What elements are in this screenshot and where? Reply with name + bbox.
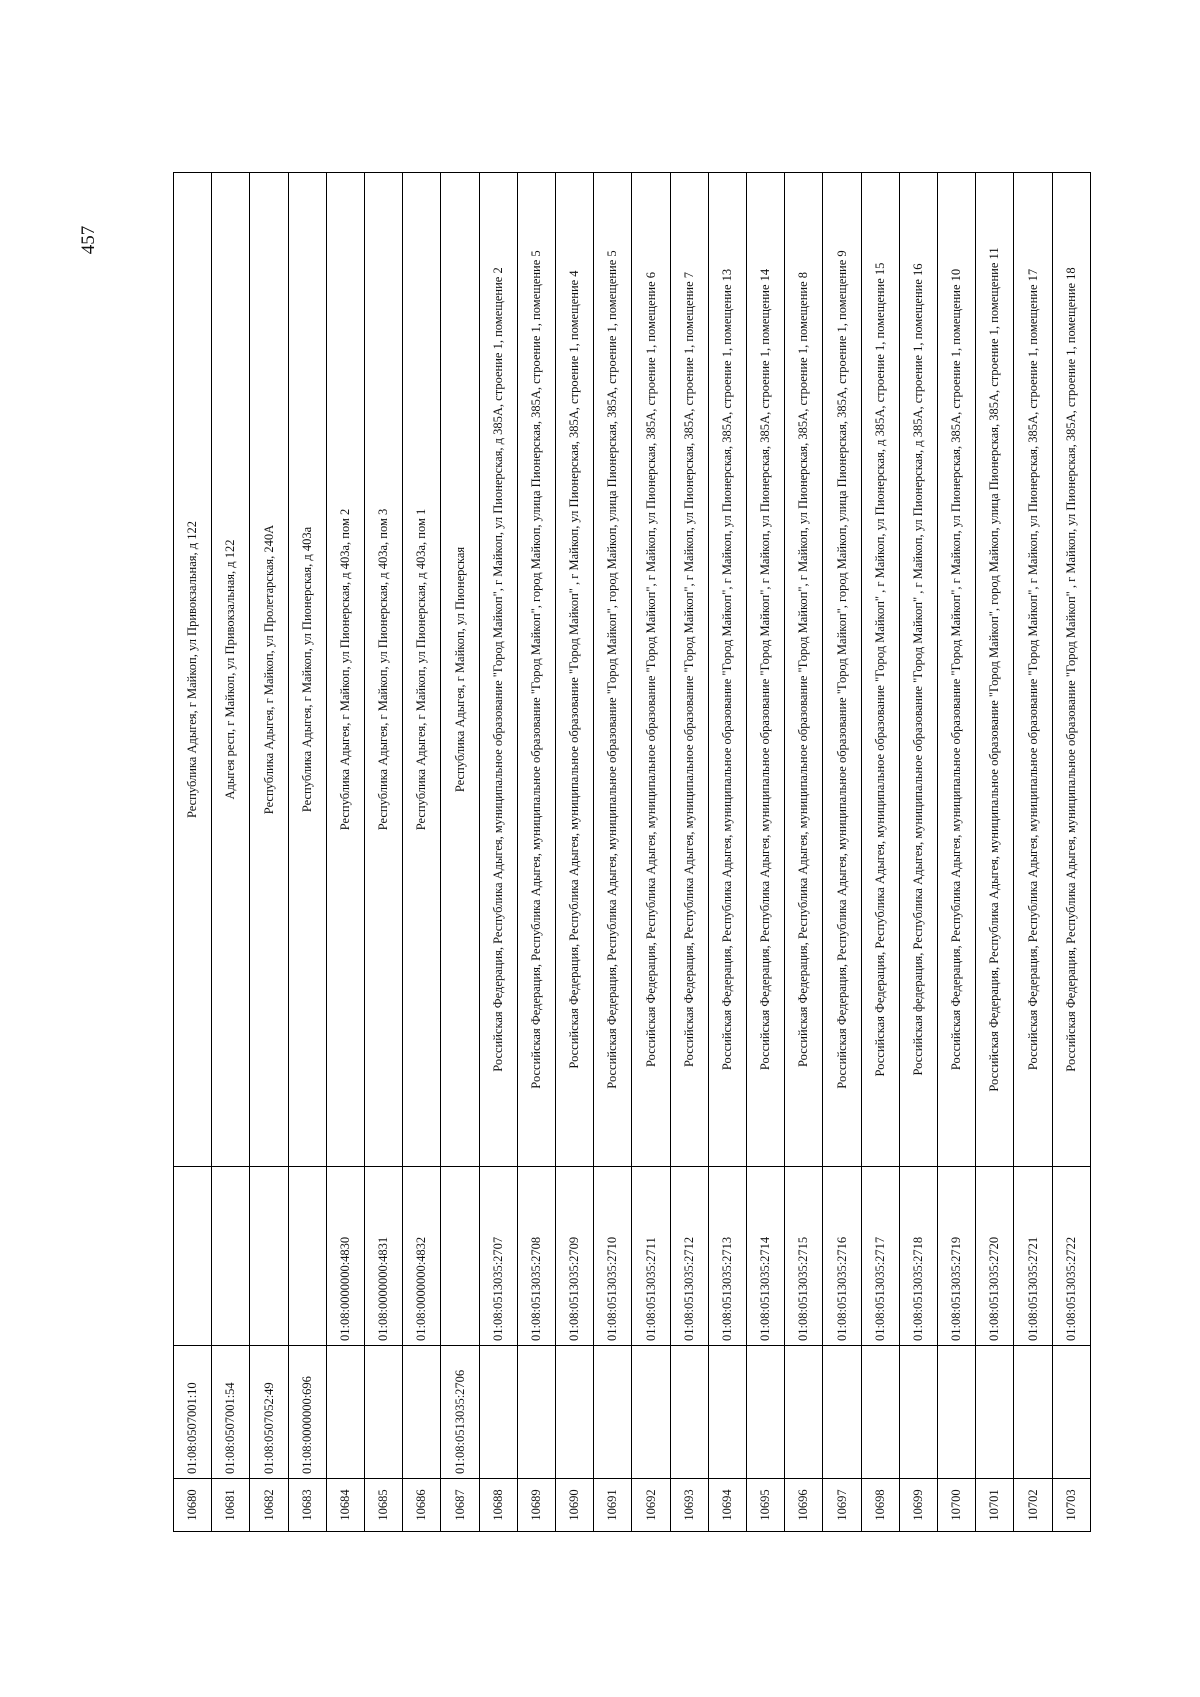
cadastral-number-primary: 01:08:0507001:54: [212, 1346, 250, 1479]
cadastral-number-secondary: [174, 1167, 212, 1346]
cadastral-number-primary: [899, 1346, 937, 1479]
address: Российская Федерация, Республика Адыгея, муниципальное образование "Город Майкоп" , г Майкоп, ул Пионерская, д 385А, строение 1, помещение 15: [861, 173, 899, 1167]
table-row: [556, 173, 594, 1532]
cadastral-number-secondary: 01:08:0513035:2710: [594, 1167, 632, 1346]
cadastral-number-secondary: 01:08:0513035:2708: [517, 1167, 555, 1346]
table-row: [785, 173, 823, 1532]
row-number: 10696: [785, 1479, 823, 1532]
row-number: 10702: [1014, 1479, 1052, 1532]
table-row: [976, 173, 1014, 1532]
cadastral-number-secondary: 01:08:0513035:2707: [479, 1167, 517, 1346]
row-number: 10700: [938, 1479, 976, 1532]
registry-table-body: [174, 173, 1091, 1532]
table-row: [174, 173, 212, 1532]
row-number: 10683: [288, 1479, 326, 1532]
cadastral-number-primary: [1014, 1346, 1052, 1479]
cadastral-number-primary: [403, 1346, 441, 1479]
table-row: [670, 173, 708, 1532]
address: Российская Федерация, Республика Адыгея, муниципальное образование "Город Майкоп" , г Майкоп, ул Пионерская, 385А, строение 1, помещение 4: [556, 173, 594, 1167]
cadastral-number-secondary: [288, 1167, 326, 1346]
cadastral-number-secondary: [250, 1167, 288, 1346]
address: Республика Адыгея, г Майкоп, ул Пионерская: [441, 173, 479, 1167]
address: Российская Федерация, Республика Адыгея, муниципальное образование "Город Майкоп", город Майкоп, улица Пионерская, 385А, строение 1, помещение 5: [517, 173, 555, 1167]
cadastral-number-secondary: [212, 1167, 250, 1346]
table-row: [899, 173, 937, 1532]
table-row: [441, 173, 479, 1532]
table-row: [479, 173, 517, 1532]
table-row: [594, 173, 632, 1532]
row-number: 10687: [441, 1479, 479, 1532]
cadastral-number-primary: [938, 1346, 976, 1479]
table-row: [288, 173, 326, 1532]
table-row: [823, 173, 861, 1532]
table-row: [212, 173, 250, 1532]
row-number: 10689: [517, 1479, 555, 1532]
address: Республика Адыгея, г Майкоп, ул Пионерская, д 403а, пом 3: [365, 173, 403, 1167]
address: Российская Федерация, Республика Адыгея, муниципальное образование "Город Майкоп", город Майкоп, улица Пионерская, 385А, строение 1, помещение 5: [594, 173, 632, 1167]
address: Российская Федерация, Республика Адыгея, муниципальное образование "Город Майкоп", г Майкоп, ул Пионерская, 385А, строение 1, помещение 13: [708, 173, 746, 1167]
address: Российская Федерация, Республика Адыгея, муниципальное образование "Город Майкоп", г Майкоп, ул Пионерская, 385А, строение 1, помещение 10: [938, 173, 976, 1167]
table-row: [708, 173, 746, 1532]
cadastral-number-secondary: 01:08:0513035:2721: [1014, 1167, 1052, 1346]
cadastral-number-primary: [785, 1346, 823, 1479]
cadastral-number-primary: 01:08:0507001:10: [174, 1346, 212, 1479]
address: Российская Федерация, Республика Адыгея, муниципальное образование "Город Майкоп", г Майкоп, ул Пионерская, 385А, строение 1, помещение 8: [785, 173, 823, 1167]
address: Российская Федерация, Республика Адыгея, муниципальное образование "Город Майкоп", г Майкоп, ул Пионерская, 385А, строение 1, помещение 6: [632, 173, 670, 1167]
row-number: 10688: [479, 1479, 517, 1532]
row-number: 10701: [976, 1479, 1014, 1532]
address: Республика Адыгея, г Майкоп, ул Пионерская, д 403а, пом 2: [326, 173, 364, 1167]
page-number: 457: [78, 225, 99, 255]
cadastral-number-secondary: 01:08:0513035:2720: [976, 1167, 1014, 1346]
cadastral-number-secondary: 01:08:0513035:2719: [938, 1167, 976, 1346]
table-row: [365, 173, 403, 1532]
row-number: 10682: [250, 1479, 288, 1532]
cadastral-number-secondary: 01:08:0513035:2716: [823, 1167, 861, 1346]
cadastral-number-primary: [747, 1346, 785, 1479]
cadastral-number-secondary: [441, 1167, 479, 1346]
row-number: 10684: [326, 1479, 364, 1532]
table-row: [938, 173, 976, 1532]
cadastral-number-primary: 01:08:0513035:2706: [441, 1346, 479, 1479]
table-row: [517, 173, 555, 1532]
rotated-table-container: [173, 172, 1091, 1532]
table-row: [1014, 173, 1052, 1532]
registry-table: [173, 172, 1091, 1532]
row-number: 10681: [212, 1479, 250, 1532]
row-number: 10686: [403, 1479, 441, 1532]
cadastral-number-secondary: 01:08:0513035:2713: [708, 1167, 746, 1346]
address: Российская Федерация, Республика Адыгея, муниципальное образование "Город Майкоп" , г Майкоп, ул Пионерская, 385А, строение 1, помещение 18: [1052, 173, 1090, 1167]
address: Российская Федерация, Республика Адыгея, муниципальное образование "Город Майкоп", г Майкоп, ул Пионерская, д 385А, строение 1, помещение 2: [479, 173, 517, 1167]
table-row: [632, 173, 670, 1532]
address: Российская Федерация, Республика Адыгея, муниципальное образование "Город Майкоп", город Майкоп, улица Пионерская, 385А, строение 1, помещение 9: [823, 173, 861, 1167]
cadastral-number-secondary: 01:08:0513035:2722: [1052, 1167, 1090, 1346]
row-number: 10694: [708, 1479, 746, 1532]
address: Российская Федерация, Республика Адыгея, муниципальное образование "Город Майкоп", город Майкоп, улица Пионерская, 385А, строение 1, помещение 11: [976, 173, 1014, 1167]
cadastral-number-primary: [976, 1346, 1014, 1479]
cadastral-number-primary: [1052, 1346, 1090, 1479]
cadastral-number-primary: [823, 1346, 861, 1479]
row-number: 10690: [556, 1479, 594, 1532]
cadastral-number-secondary: 01:08:0513035:2715: [785, 1167, 823, 1346]
cadastral-number-primary: [670, 1346, 708, 1479]
cadastral-number-primary: [326, 1346, 364, 1479]
address: Республика Адыгея, г Майкоп, ул Пионерская, д 403а, пом 1: [403, 173, 441, 1167]
cadastral-number-secondary: 01:08:0000000:4832: [403, 1167, 441, 1346]
row-number: 10692: [632, 1479, 670, 1532]
cadastral-number-secondary: 01:08:0513035:2714: [747, 1167, 785, 1346]
row-number: 10697: [823, 1479, 861, 1532]
cadastral-number-primary: [556, 1346, 594, 1479]
cadastral-number-primary: [365, 1346, 403, 1479]
cadastral-number-primary: [479, 1346, 517, 1479]
address: Российская федерация, Республика Адыгея, муниципальное образование "Город Майкоп" , г Майкоп, ул Пионерская, д 385А, строение 1, помещение 16: [899, 173, 937, 1167]
cadastral-number-primary: [708, 1346, 746, 1479]
cadastral-number-secondary: 01:08:0513035:2718: [899, 1167, 937, 1346]
address: Российская Федерация, Республика Адыгея, муниципальное образование "Город Майкоп", г Майкоп, ул Пионерская, 385А, строение 1, помещение 14: [747, 173, 785, 1167]
table-row: [326, 173, 364, 1532]
address: Республика Адыгея, г Майкоп, ул Пролетарская, 240А: [250, 173, 288, 1167]
cadastral-number-secondary: 01:08:0513035:2711: [632, 1167, 670, 1346]
address: Республика Адыгея, г Майкоп, ул Привокзальная, д 122: [174, 173, 212, 1167]
cadastral-number-secondary: 01:08:0513035:2712: [670, 1167, 708, 1346]
cadastral-number-primary: [594, 1346, 632, 1479]
row-number: 10680: [174, 1479, 212, 1532]
cadastral-number-secondary: 01:08:0513035:2709: [556, 1167, 594, 1346]
table-row: [403, 173, 441, 1532]
row-number: 10698: [861, 1479, 899, 1532]
cadastral-number-secondary: 01:08:0000000:4831: [365, 1167, 403, 1346]
cadastral-number-secondary: 01:08:0513035:2717: [861, 1167, 899, 1346]
cadastral-number-primary: 01:08:0507052:49: [250, 1346, 288, 1479]
row-number: 10703: [1052, 1479, 1090, 1532]
row-number: 10699: [899, 1479, 937, 1532]
row-number: 10693: [670, 1479, 708, 1532]
cadastral-number-primary: 01:08:0000000:696: [288, 1346, 326, 1479]
row-number: 10691: [594, 1479, 632, 1532]
row-number: 10695: [747, 1479, 785, 1532]
address: Адыгея респ, г Майкоп, ул Привокзальная, д 122: [212, 173, 250, 1167]
table-row: [747, 173, 785, 1532]
address: Российская Федерация, Республика Адыгея, муниципальное образование "Город Майкоп", г Майкоп, ул Пионерская, 385А, строение 1, помещение 17: [1014, 173, 1052, 1167]
cadastral-number-primary: [632, 1346, 670, 1479]
table-row: [1052, 173, 1090, 1532]
table-row: [250, 173, 288, 1532]
cadastral-number-primary: [517, 1346, 555, 1479]
table-row: [861, 173, 899, 1532]
cadastral-number-primary: [861, 1346, 899, 1479]
address: Российская Федерация, Республика Адыгея, муниципальное образование "Город Майкоп", г Майкоп, ул Пионерская, 385А, строение 1, помещение 7: [670, 173, 708, 1167]
address: Республика Адыгея, г Майкоп, ул Пионерская, д 403а: [288, 173, 326, 1167]
cadastral-number-secondary: 01:08:0000000:4830: [326, 1167, 364, 1346]
row-number: 10685: [365, 1479, 403, 1532]
